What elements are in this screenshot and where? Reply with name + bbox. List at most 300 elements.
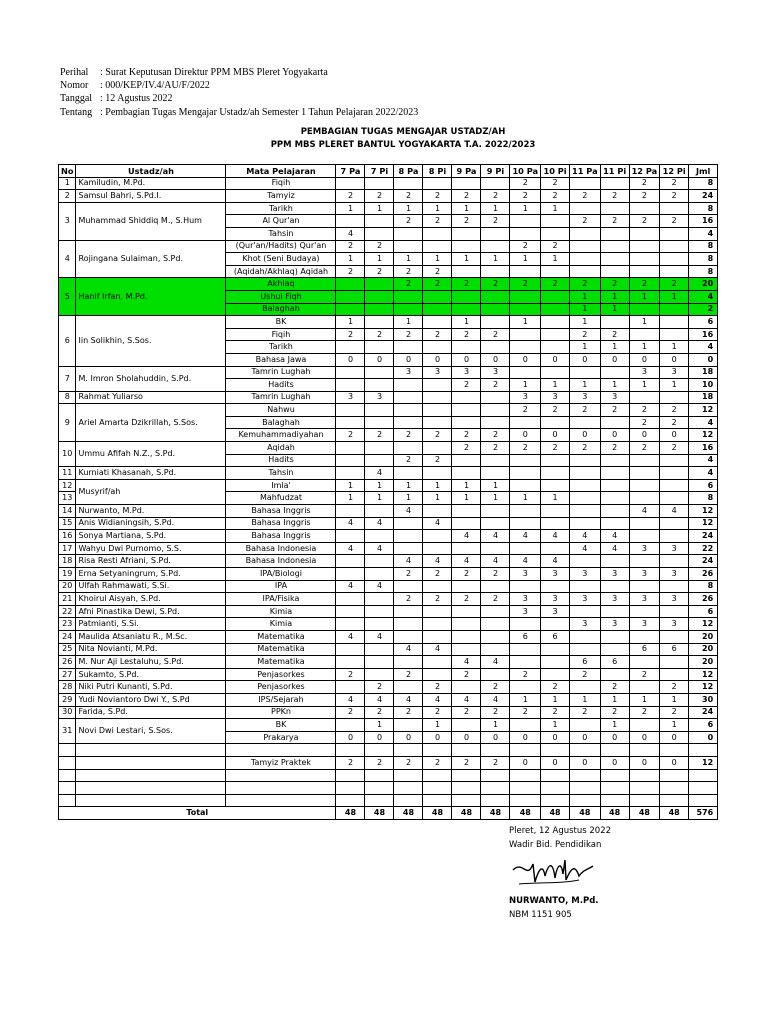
total-cell: 48 (541, 807, 570, 820)
hours-cell (570, 177, 601, 190)
column-header: 10 Pa (510, 165, 541, 178)
hours-cell (510, 454, 541, 467)
handwritten-signature (509, 854, 599, 888)
hours-cell (336, 303, 365, 316)
hours-cell: 3 (629, 542, 660, 555)
signature-place-date: Pleret, 12 Agustus 2022 (509, 826, 612, 836)
hours-cell: 2 (365, 756, 394, 769)
hours-cell (423, 668, 452, 681)
row-number: 23 (59, 618, 76, 631)
hours-cell (570, 605, 601, 618)
empty-cell (481, 769, 510, 782)
hours-cell: 2 (541, 190, 570, 203)
hours-cell (660, 656, 689, 669)
hours-cell (629, 240, 660, 253)
letter-header-label: Tentang (60, 106, 93, 118)
hours-cell: 4 (570, 530, 601, 543)
empty-cell (570, 782, 601, 795)
column-header: Ustadz/ah (76, 165, 226, 178)
teacher-name: Niki Putri Kunanti, S.Pd. (76, 681, 226, 694)
empty-cell (452, 794, 481, 807)
subject-name: Hadits (226, 454, 336, 467)
hours-cell (452, 404, 481, 417)
hours-cell: 2 (394, 756, 423, 769)
hours-cell (629, 265, 660, 278)
hours-cell: 4 (365, 542, 394, 555)
hours-cell: 1 (423, 479, 452, 492)
hours-cell (660, 605, 689, 618)
hours-cell: 1 (365, 492, 394, 505)
table-row (59, 719, 718, 732)
hours-cell (365, 316, 394, 329)
column-header: 9 Pi (481, 165, 510, 178)
hours-cell (510, 366, 541, 379)
empty-cell (59, 744, 76, 757)
empty-cell (59, 794, 76, 807)
row-number: 7 (59, 366, 76, 391)
hours-cell: 2 (660, 681, 689, 694)
hours-cell (452, 227, 481, 240)
total-cell: 48 (660, 807, 689, 820)
hours-cell (394, 656, 423, 669)
hours-cell (452, 681, 481, 694)
hours-cell: 1 (452, 253, 481, 266)
total-hours: 8 (689, 240, 718, 253)
hours-cell: 2 (365, 265, 394, 278)
hours-cell (481, 505, 510, 518)
hours-cell (336, 719, 365, 732)
hours-cell (510, 656, 541, 669)
subject-name: Bahasa Inggris (226, 517, 336, 530)
hours-cell (423, 379, 452, 392)
hours-cell: 6 (629, 643, 660, 656)
empty-cell (226, 744, 336, 757)
hours-cell: 3 (600, 568, 629, 581)
hours-cell: 3 (423, 366, 452, 379)
total-hours: 12 (689, 404, 718, 417)
hours-cell (452, 290, 481, 303)
row-number: 25 (59, 643, 76, 656)
teacher-name: Afni Pinastika Dewi, S.Pd. (76, 605, 226, 618)
hours-cell: 1 (660, 719, 689, 732)
table-row (59, 442, 718, 455)
hours-cell: 2 (336, 240, 365, 253)
row-number: 26 (59, 656, 76, 669)
hours-cell: 2 (629, 706, 660, 719)
subject-name: IPA (226, 580, 336, 593)
teacher-name: Erna Setyaningrum, S.Pd. (76, 568, 226, 581)
subject-name: (Aqidah/Akhlaq) Aqidah (226, 265, 336, 278)
hours-cell: 2 (600, 706, 629, 719)
table-row (59, 618, 718, 631)
total-label: Total (59, 807, 336, 820)
subject-name: Tarikh (226, 341, 336, 354)
hours-cell (336, 530, 365, 543)
hours-cell: 3 (570, 568, 601, 581)
blank-row (59, 769, 718, 782)
hours-cell: 4 (336, 227, 365, 240)
hours-cell (423, 341, 452, 354)
hours-cell (600, 479, 629, 492)
letter-header-line (60, 79, 418, 92)
table-row (59, 177, 718, 190)
hours-cell: 2 (452, 190, 481, 203)
hours-cell: 2 (394, 328, 423, 341)
hours-cell: 2 (481, 328, 510, 341)
hours-cell (660, 555, 689, 568)
row-number: 29 (59, 693, 76, 706)
total-hours: 4 (689, 416, 718, 429)
hours-cell (452, 240, 481, 253)
hours-cell: 2 (570, 215, 601, 228)
hours-cell: 2 (570, 442, 601, 455)
signature-block (509, 824, 611, 922)
hours-cell: 2 (629, 190, 660, 203)
hours-cell: 1 (336, 202, 365, 215)
hours-cell: 4 (365, 467, 394, 480)
empty-cell (423, 769, 452, 782)
table-row (59, 568, 718, 581)
hours-cell (423, 240, 452, 253)
hours-cell (394, 517, 423, 530)
total-hours: 0 (689, 731, 718, 744)
total-hours: 4 (689, 290, 718, 303)
hours-cell: 1 (570, 290, 601, 303)
empty-cell (76, 769, 226, 782)
teacher-name: Farida, S.Pd. (76, 706, 226, 719)
hours-cell: 2 (600, 404, 629, 417)
teacher-name: Yudi Noviantoro Dwi Y., S.Pd (76, 693, 226, 706)
hours-cell: 1 (541, 693, 570, 706)
empty-cell (423, 794, 452, 807)
total-cell: 48 (600, 807, 629, 820)
hours-cell: 2 (481, 429, 510, 442)
hours-cell: 1 (629, 341, 660, 354)
hours-cell: 2 (660, 442, 689, 455)
table-row (59, 756, 718, 769)
row-number: 28 (59, 681, 76, 694)
row-number: 2 (59, 190, 76, 203)
hours-cell: 2 (481, 379, 510, 392)
hours-cell (394, 177, 423, 190)
hours-cell (394, 341, 423, 354)
hours-cell: 0 (600, 756, 629, 769)
total-hours: 0 (689, 353, 718, 366)
teacher-name: Muhammad Shiddiq M., S.Hum (76, 202, 226, 240)
subject-name: Matematika (226, 630, 336, 643)
teacher-name: Risa Resti Afriani, S.Pd. (76, 555, 226, 568)
table-row (59, 630, 718, 643)
hours-cell: 2 (510, 190, 541, 203)
hours-cell (365, 303, 394, 316)
empty-cell (226, 782, 336, 795)
row-number: 30 (59, 706, 76, 719)
subject-name: IPA/Biologi (226, 568, 336, 581)
empty-cell (452, 744, 481, 757)
hours-cell (629, 202, 660, 215)
hours-cell (394, 605, 423, 618)
hours-cell: 1 (629, 693, 660, 706)
letter-header-value: : Pembagian Tugas Mengajar Ustadz/ah Semester 1 Tahun Pelajaran 2022/2023 (100, 106, 419, 118)
total-cell: 48 (570, 807, 601, 820)
document-title (0, 126, 768, 152)
hours-cell: 1 (660, 693, 689, 706)
hours-cell (570, 580, 601, 593)
hours-cell: 1 (452, 316, 481, 329)
hours-cell (452, 303, 481, 316)
hours-cell: 4 (600, 530, 629, 543)
hours-cell (365, 668, 394, 681)
hours-cell (423, 303, 452, 316)
total-hours: 24 (689, 190, 718, 203)
row-number: 6 (59, 316, 76, 366)
hours-cell (481, 290, 510, 303)
total-hours: 22 (689, 542, 718, 555)
hours-cell (452, 605, 481, 618)
hours-cell (570, 643, 601, 656)
subject-name: Kimia (226, 618, 336, 631)
hours-cell: 2 (452, 429, 481, 442)
teacher-name: Khoirul Aisyah, S.Pd. (76, 593, 226, 606)
hours-cell (452, 542, 481, 555)
hours-cell (336, 442, 365, 455)
total-hours: 20 (689, 630, 718, 643)
subject-name: Fiqih (226, 328, 336, 341)
hours-cell: 1 (570, 303, 601, 316)
hours-cell (481, 517, 510, 530)
hours-cell: 1 (394, 479, 423, 492)
hours-cell (365, 215, 394, 228)
hours-cell: 2 (600, 681, 629, 694)
hours-cell: 2 (452, 215, 481, 228)
subject-name: Bahasa Indonesia (226, 555, 336, 568)
row-number: 4 (59, 240, 76, 278)
hours-cell: 4 (336, 630, 365, 643)
hours-cell (570, 227, 601, 240)
hours-cell (481, 265, 510, 278)
hours-cell (365, 656, 394, 669)
signature-position: Wadir Bid. Pendidikan (509, 840, 602, 850)
hours-cell (452, 719, 481, 732)
hours-cell: 2 (629, 278, 660, 291)
table-row (59, 278, 718, 291)
hours-cell (570, 366, 601, 379)
teaching-assignment-table (58, 164, 718, 820)
hours-cell: 2 (570, 668, 601, 681)
subject-name: IPS/Sejarah (226, 693, 336, 706)
hours-cell: 0 (541, 353, 570, 366)
hours-cell (336, 605, 365, 618)
hours-cell: 2 (510, 404, 541, 417)
hours-cell (394, 240, 423, 253)
empty-cell (76, 794, 226, 807)
letter-header-line (60, 106, 418, 119)
hours-cell: 2 (365, 240, 394, 253)
hours-cell (481, 630, 510, 643)
row-number: 3 (59, 202, 76, 240)
hours-cell: 2 (423, 265, 452, 278)
subject-name: Tahsin (226, 467, 336, 480)
letter-header-value: : Surat Keputusan Direktur PPM MBS Pleret Yogyakarta (100, 67, 328, 78)
hours-cell (629, 681, 660, 694)
empty-cell (600, 744, 629, 757)
hours-cell (452, 505, 481, 518)
subject-name: Aqidah (226, 442, 336, 455)
hours-cell (660, 479, 689, 492)
hours-cell (481, 416, 510, 429)
hours-cell (481, 542, 510, 555)
hours-cell: 4 (423, 643, 452, 656)
column-header: Jml (689, 165, 718, 178)
total-hours: 26 (689, 568, 718, 581)
hours-cell: 2 (629, 442, 660, 455)
total-hours: 30 (689, 693, 718, 706)
hours-cell: 3 (510, 593, 541, 606)
hours-cell (336, 177, 365, 190)
hours-cell: 1 (600, 341, 629, 354)
hours-cell (570, 517, 601, 530)
hours-cell (365, 442, 394, 455)
total-hours: 8 (689, 202, 718, 215)
subject-name: Penjasorkes (226, 668, 336, 681)
column-header: 11 Pi (600, 165, 629, 178)
hours-cell: 0 (423, 353, 452, 366)
hours-cell: 2 (660, 278, 689, 291)
hours-cell: 1 (394, 253, 423, 266)
hours-cell: 2 (423, 328, 452, 341)
hours-cell: 4 (541, 530, 570, 543)
teacher-name: Wahyu Dwi Purnomo, S.S. (76, 542, 226, 555)
hours-cell (629, 530, 660, 543)
hours-cell: 2 (423, 190, 452, 203)
hours-cell: 2 (336, 265, 365, 278)
hours-cell (541, 656, 570, 669)
subject-name: BK (226, 719, 336, 732)
hours-cell (365, 341, 394, 354)
hours-cell: 4 (394, 693, 423, 706)
hours-cell: 3 (510, 605, 541, 618)
hours-cell: 2 (629, 668, 660, 681)
hours-cell: 0 (510, 429, 541, 442)
hours-cell: 3 (660, 618, 689, 631)
hours-cell: 1 (510, 492, 541, 505)
hours-cell (365, 530, 394, 543)
hours-cell (423, 505, 452, 518)
subject-name: Akhlaq (226, 278, 336, 291)
hours-cell: 2 (452, 278, 481, 291)
total-hours: 12 (689, 756, 718, 769)
hours-cell (541, 454, 570, 467)
hours-cell (570, 253, 601, 266)
total-hours: 8 (689, 580, 718, 593)
hours-cell: 0 (423, 731, 452, 744)
hours-cell (336, 404, 365, 417)
hours-cell (510, 227, 541, 240)
hours-cell: 2 (423, 568, 452, 581)
hours-cell (660, 303, 689, 316)
hours-cell (600, 492, 629, 505)
hours-cell: 2 (660, 215, 689, 228)
empty-cell (660, 782, 689, 795)
hours-cell: 6 (510, 630, 541, 643)
teacher-name: Kamiludin, M.Pd. (76, 177, 226, 190)
empty-cell (59, 769, 76, 782)
hours-cell (660, 240, 689, 253)
hours-cell: 2 (629, 177, 660, 190)
total-row (59, 807, 718, 820)
empty-cell (660, 744, 689, 757)
hours-cell (365, 593, 394, 606)
hours-cell: 3 (629, 593, 660, 606)
empty-cell (365, 794, 394, 807)
hours-cell (452, 177, 481, 190)
hours-cell: 1 (452, 202, 481, 215)
hours-cell (481, 316, 510, 329)
hours-cell: 1 (660, 379, 689, 392)
subject-name: Matematika (226, 643, 336, 656)
hours-cell: 4 (481, 555, 510, 568)
teacher-name: Samsul Bahri, S.Pd.I. (76, 190, 226, 203)
hours-cell: 1 (541, 719, 570, 732)
hours-cell (600, 605, 629, 618)
hours-cell (423, 467, 452, 480)
row-number: 18 (59, 555, 76, 568)
hours-cell (510, 719, 541, 732)
hours-cell (423, 656, 452, 669)
hours-cell (660, 580, 689, 593)
total-cell: 48 (481, 807, 510, 820)
empty-cell (629, 769, 660, 782)
hours-cell: 1 (336, 492, 365, 505)
hours-cell: 3 (629, 366, 660, 379)
empty-cell (76, 782, 226, 795)
hours-cell: 2 (452, 668, 481, 681)
hours-cell: 4 (394, 643, 423, 656)
table-row (59, 530, 718, 543)
hours-cell (510, 681, 541, 694)
hours-cell: 3 (510, 391, 541, 404)
total-hours: 20 (689, 278, 718, 291)
hours-cell (452, 580, 481, 593)
hours-cell (510, 265, 541, 278)
hours-cell (423, 530, 452, 543)
hours-cell: 1 (394, 202, 423, 215)
total-cell: 48 (336, 807, 365, 820)
hours-cell: 1 (510, 379, 541, 392)
teacher-name: Nurwanto, M.Pd. (76, 505, 226, 518)
hours-cell: 2 (336, 429, 365, 442)
hours-cell (394, 303, 423, 316)
hours-cell: 2 (394, 215, 423, 228)
hours-cell (423, 227, 452, 240)
hours-cell (541, 542, 570, 555)
empty-cell (336, 744, 365, 757)
hours-cell: 4 (423, 555, 452, 568)
title-line-1: PEMBAGIAN TUGAS MENGAJAR USTADZ/AH (300, 127, 506, 137)
hours-cell: 4 (481, 656, 510, 669)
hours-cell: 2 (660, 404, 689, 417)
hours-cell (336, 454, 365, 467)
total-hours: 8 (689, 492, 718, 505)
hours-cell: 2 (365, 190, 394, 203)
hours-cell: 0 (660, 353, 689, 366)
empty-cell (452, 782, 481, 795)
hours-cell: 3 (660, 542, 689, 555)
subject-name: Bahasa Inggris (226, 530, 336, 543)
hours-cell: 2 (629, 404, 660, 417)
teacher-name: Nita Novianti, M.Pd. (76, 643, 226, 656)
hours-cell: 2 (600, 278, 629, 291)
